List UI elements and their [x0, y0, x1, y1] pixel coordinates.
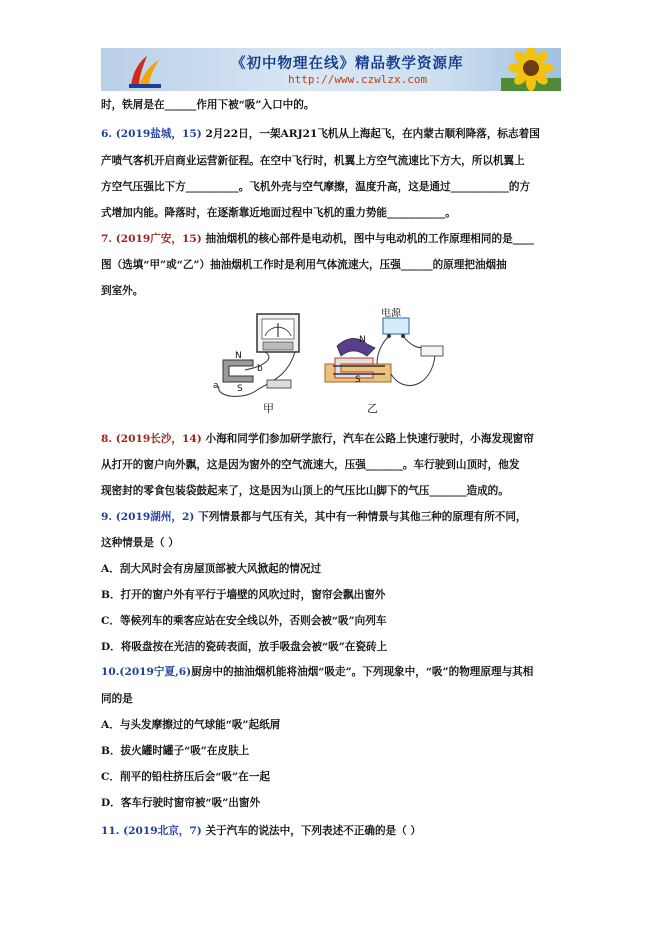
text-span: 现密封的零食包装袋鼓起来了，这是因为山顶上的气压比山脚下的气压	[101, 485, 430, 497]
banner-title: 《初中物理在线》精品教学资源库	[231, 56, 464, 72]
text-line	[101, 659, 563, 685]
answer-blank: ___________	[450, 181, 509, 193]
question-ref: 9. (2019湖州，2)	[101, 511, 195, 523]
text-line	[101, 504, 563, 530]
text-span: B．拔火罐时罐子“吸”在皮肤上	[101, 745, 250, 757]
text-span: 2月22日，一架ARJ21飞机从上海起飞，在内蒙古顺利降落，标志着国	[201, 128, 540, 140]
pole-n-yi: N	[359, 335, 366, 345]
u-magnet-icon	[223, 360, 253, 382]
figure-jia	[213, 314, 299, 415]
text-span: 同的是	[101, 693, 133, 705]
answer-blank: _______	[429, 485, 467, 497]
text-span: A．与头发摩擦过的气球能“吸”起纸屑	[101, 719, 281, 731]
text-span: D．客车行驶时窗帘被“吸”出窗外	[101, 797, 261, 809]
wire-b-label: b	[257, 364, 263, 374]
text-span: 的方	[508, 181, 531, 193]
text-span: B．打开的窗户外有平行于墙壁的风吹过时，窗帘会飘出窗外	[101, 589, 386, 601]
switch-yi-icon	[421, 346, 443, 356]
answer-blank: _______	[365, 459, 403, 471]
text-span: D．将吸盘按在光洁的瓷砖表面，放手吸盘会被“吸”在瓷砖上	[101, 641, 388, 653]
text-line	[101, 92, 563, 118]
question-ref: 10.(2019宁夏,6)	[101, 666, 192, 678]
text-line	[101, 556, 563, 582]
header-banner	[101, 48, 561, 91]
text-span: 图（选填“甲”或“乙”）抽油烟机工作时是利用气体流速大，压强	[101, 259, 401, 271]
text-span: 到室外。	[101, 285, 144, 297]
question-ref: 6. (2019盐城，15)	[101, 128, 202, 140]
text-span: 时，铁屑是在	[101, 99, 165, 111]
text-span: 这种情景是（ ）	[101, 537, 179, 549]
text-span: 从打开的窗户向外飘，这是因为窗外的空气流速大，压强	[101, 459, 366, 471]
text-line	[101, 764, 563, 790]
text-span: 方空气压强比下方	[101, 181, 186, 193]
switch-icon	[267, 380, 291, 388]
text-span: 。车行驶到山顶时，他发	[402, 459, 520, 471]
pole-s-yi: S	[355, 375, 361, 385]
text-line	[101, 278, 563, 304]
text-line	[101, 148, 563, 174]
wire-a-label: a	[213, 381, 219, 391]
sunflower-icon	[501, 48, 561, 91]
motor-generator-figure	[205, 308, 465, 418]
text-line	[101, 790, 563, 816]
answer-blank: ____	[512, 233, 534, 245]
banner-url[interactable]: http://www.czwlzx.com	[288, 73, 428, 86]
question-ref: 8. (2019长沙，14)	[101, 433, 202, 445]
text-line	[101, 252, 563, 278]
text-span: 的原理把油烟抽	[432, 259, 507, 271]
text-span: 。飞机外壳与空气摩擦，温度升高，这是通过	[238, 181, 451, 193]
text-line	[101, 478, 563, 504]
pole-s-jia: S	[237, 384, 243, 394]
text-span: 式增加内能。降落时，在逐渐靠近地面过程中飞机的重力势能	[101, 207, 388, 219]
text-line	[101, 530, 563, 556]
answer-blank: ______	[164, 99, 197, 111]
text-span: C．等候列车的乘客应站在安全线以外，否则会被“吸”向列车	[101, 615, 387, 627]
text-line	[101, 174, 563, 200]
text-line	[101, 582, 563, 608]
answer-blank: __________	[185, 181, 239, 193]
power-label: 电源	[381, 308, 401, 319]
text-span: C．削平的铅柱挤压后会“吸”在一起	[101, 771, 270, 783]
label-jia: 甲	[263, 402, 274, 415]
pole-n-jia: N	[235, 351, 242, 361]
text-line	[101, 818, 563, 844]
power-supply-icon	[383, 318, 409, 334]
logo-icon	[125, 50, 165, 90]
text-line	[101, 608, 563, 634]
text-span: 。	[445, 207, 456, 219]
figure-yi	[325, 308, 443, 415]
text-span: 厨房中的抽油烟机能将油烟“吸走”。下列现象中，“吸”的物理原理与其相	[191, 666, 534, 678]
text-span: 下列情景都与气压有关，其中有一种情景与其他三种的原理有所不同，	[194, 511, 527, 523]
text-span: 产喷气客机开启商业运营新征程。在空中飞行时，机翼上方空气流速比下方大，所以机翼上	[101, 155, 525, 167]
text-span: 造成的。	[466, 485, 509, 497]
question-ref: 11. (2019北京，7)	[101, 825, 202, 837]
text-span: 作用下被“吸”入口中的。	[196, 99, 315, 111]
question-ref: 7. (2019广安，15)	[101, 233, 202, 245]
text-span: 小海和同学们参加研学旅行，汽车在公路上快速行驶时，小海发现窗帘	[201, 433, 534, 445]
label-yi: 乙	[367, 402, 378, 415]
text-line	[101, 200, 563, 226]
answer-blank: ___________	[387, 207, 446, 219]
text-line	[101, 426, 563, 452]
text-span: A．刮大风时会有房屋顶部被大风掀起的情况过	[101, 563, 322, 575]
text-line	[101, 712, 563, 738]
text-line	[101, 686, 563, 712]
text-span: 关于汽车的说法中，下列表述不正确的是（ ）	[201, 825, 422, 837]
text-line	[101, 452, 563, 478]
text-line	[101, 634, 563, 660]
text-line	[101, 226, 563, 252]
text-span: 抽油烟机的核心部件是电动机，图中与电动机的工作原理相同的是	[201, 233, 513, 245]
answer-blank: ______	[400, 259, 433, 271]
text-line	[101, 121, 563, 147]
text-line	[101, 738, 563, 764]
